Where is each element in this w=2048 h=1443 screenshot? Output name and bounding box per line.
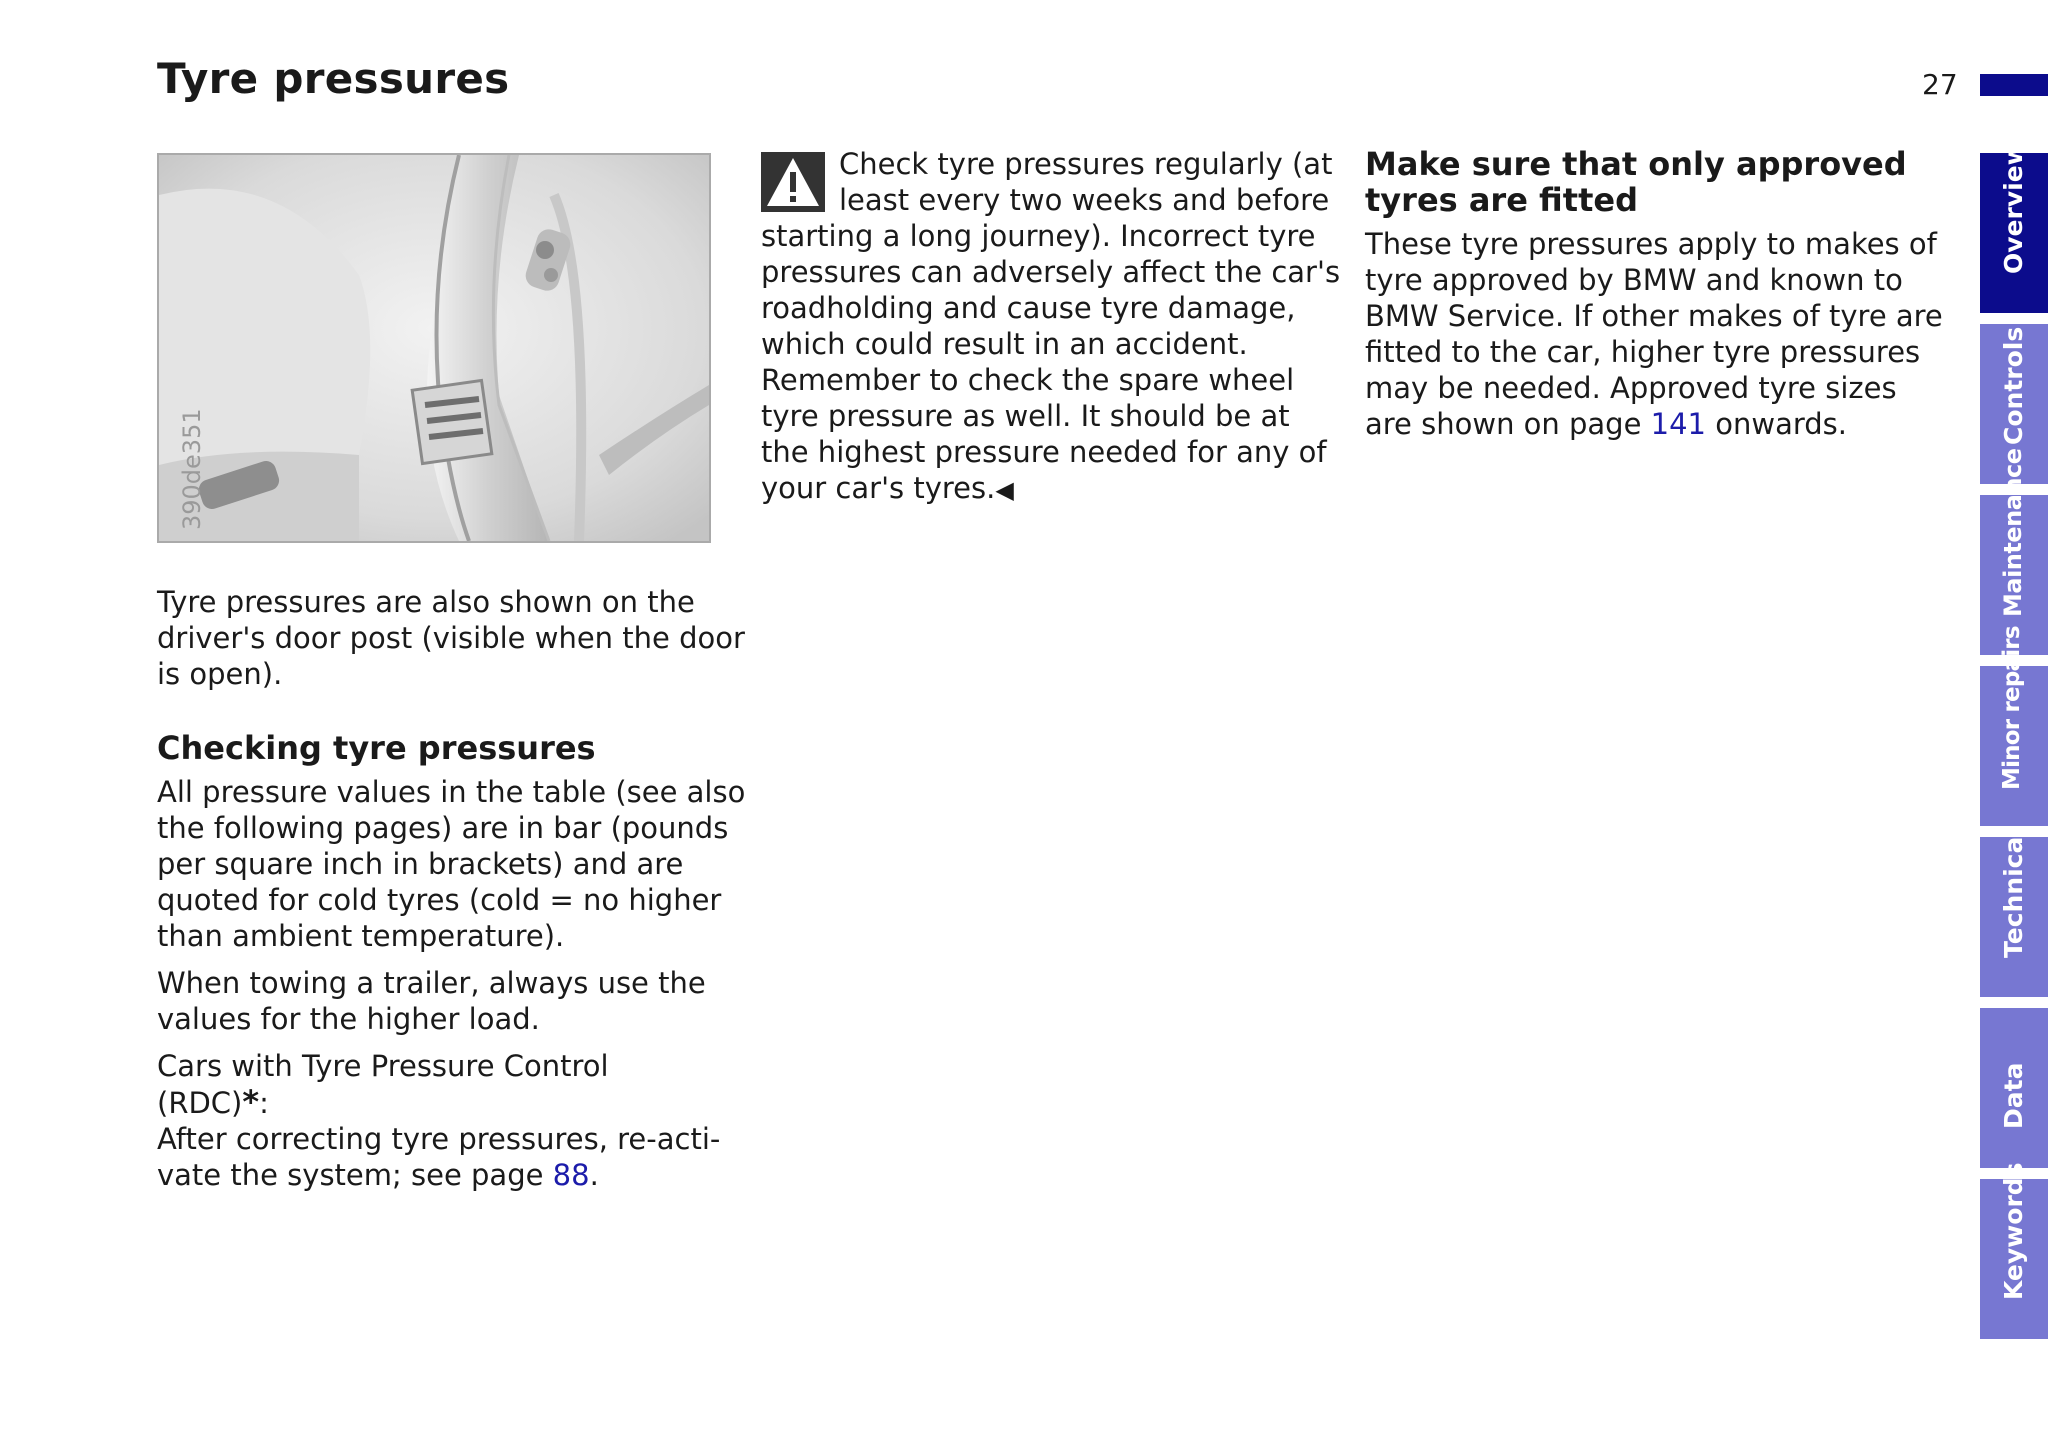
tab-label: Data — [1999, 1062, 2028, 1129]
approved-tyres-text-end: onwards. — [1706, 407, 1847, 441]
door-post-photo — [157, 153, 711, 543]
checking-section — [157, 730, 747, 1193]
intro-paragraph: Tyre pressures are also shown on the driver's door post (visible when the door is open). — [157, 585, 745, 691]
rdc-line2: After correcting tyre pressures, re-acti-vate the system; see page — [157, 1122, 721, 1192]
image-code-label: 390de351 — [178, 408, 206, 530]
tab-technical[interactable] — [1980, 828, 2048, 997]
pressure-values-paragraph: All pressure values in the table (see also the following pages) are in bar (pounds per square inch in brackets) and are quoted for cold tyres (cold = no higher than ambient temperature). — [157, 775, 746, 953]
rdc-abbrev: (RDC) — [157, 1086, 243, 1120]
page-link-88[interactable]: 88 — [552, 1158, 590, 1192]
tab-minor-repairs[interactable] — [1980, 626, 2048, 826]
tab-keywords[interactable] — [1980, 1162, 2048, 1339]
approved-tyres-heading: Make sure that only approved tyres are fitted — [1365, 145, 1907, 219]
towing-paragraph: When towing a trailer, always use the values for the higher load. — [157, 966, 706, 1036]
page-number-bar — [1980, 74, 2048, 96]
page-link-141[interactable]: 141 — [1650, 407, 1707, 441]
optional-equipment-star: * — [242, 1083, 260, 1121]
tab-label: Maintenance — [1999, 448, 2027, 617]
end-marker-icon: ◀ — [995, 476, 1014, 504]
tab-data[interactable] — [1980, 1008, 2048, 1168]
warning-triangle-icon — [761, 152, 825, 212]
page-number: 27 — [1922, 68, 1958, 101]
page-title: Tyre pressures — [157, 54, 510, 103]
rdc-colon: : — [259, 1086, 269, 1120]
tab-label: Overview — [1999, 142, 2028, 274]
rdc-line1: Cars with Tyre Pressure Control — [157, 1049, 609, 1083]
tab-overview[interactable] — [1980, 142, 2048, 313]
rdc-line2-end: . — [589, 1158, 599, 1192]
tab-label: Controls — [1999, 326, 2028, 445]
approved-tyres-paragraph — [1365, 226, 1945, 442]
tab-label: Keywords — [1999, 1162, 2028, 1300]
rdc-paragraph — [157, 1048, 747, 1193]
approved-tyres-text: These tyre pressures apply to makes of tyre approved by BMW and known to BMW Service. If other makes of tyre are fitted to the car, higher tyre pressures may be needed. Approved tyre sizes are shown on page — [1365, 227, 1943, 441]
warning-block — [761, 146, 1341, 508]
door-post-illustration — [159, 155, 709, 541]
approved-tyres-section — [1365, 146, 1945, 442]
warning-text: Check tyre pressures regularly (at least every two weeks and before starting a long journey). Incorrect tyre pressures can adversely affect the car's roadholding and cause tyre damage, which could result in an accident. Remember to check the spare wheel tyre pressure as well. It should be at the highest pressure needed for any of your car's tyres. — [761, 147, 1341, 505]
tab-label: Technical — [1999, 828, 2028, 958]
door-post-note — [157, 584, 747, 692]
checking-heading: Checking tyre pressures — [157, 729, 596, 767]
tab-label: Minor repairs — [1999, 626, 2025, 790]
